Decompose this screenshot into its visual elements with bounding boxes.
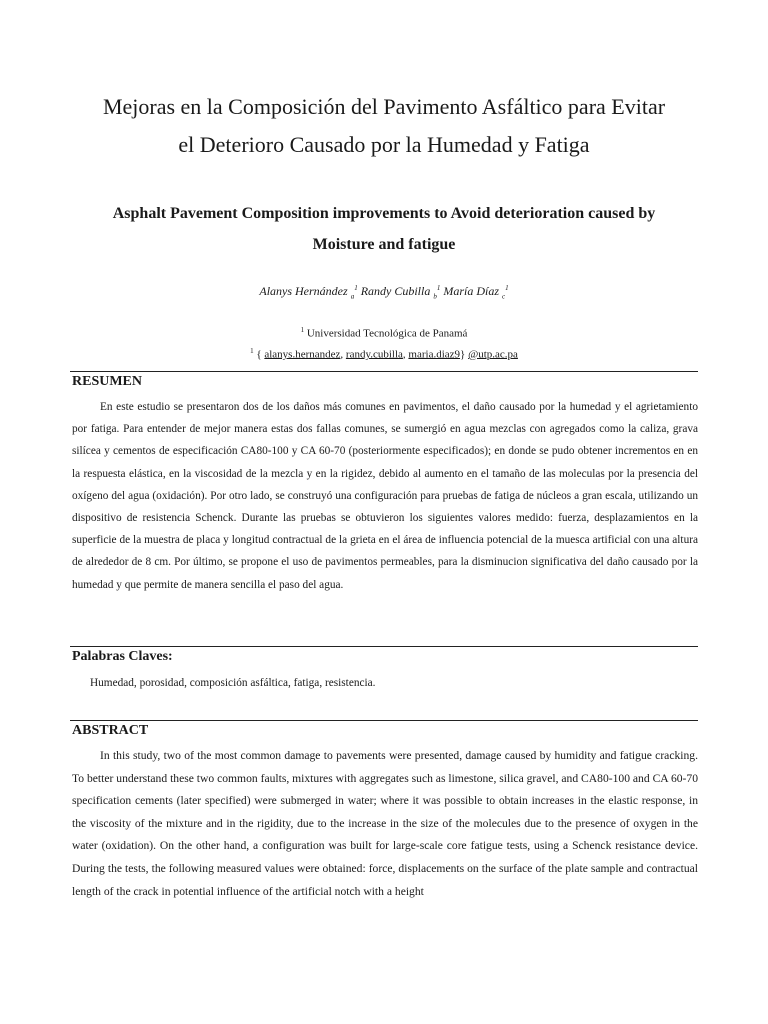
author-affiliation-marker: 1 [505,284,509,292]
email-brace-close: } [460,348,466,361]
resumen-heading: RESUMEN [72,374,143,389]
keywords-list: Humedad, porosidad, composición asfáltica, fatiga, resistencia. [90,677,376,689]
section-divider [70,720,698,721]
author-marker: a [350,292,355,301]
email-link-diaz[interactable]: maria.diaz9 [408,348,461,361]
email-domain-link[interactable]: @utp.ac.pa [468,348,518,361]
email-link-cubilla[interactable]: randy.cubilla [345,348,403,361]
author-affiliation-marker: 1 [436,284,441,292]
resumen-body: En este estudio se presentaron dos de los daños más comunes en pavimentos, el daño causado por la humedad y el agrietamiento por fatiga. Para entender de mejor manera estas dos fallas comunes, se sumergió en agua mezclas con agregados como la caliza, grava silícea y cementos de especificación CA80-100 y CA 60-70 (posteriormente especificados); en donde se pudo obtener incrementos en en la respuesta elástica, en la viscosidad de la mezcla y en la rigidez, debido al aumento en el tamaño de las moleculas por la presencia del oxígeno del agua (oxidación). Por otro lado, se construyó una configuración para pruebas de fatiga de núcleos a gran escala, utilizando un dispositivo de resistencia Schenck. Durante las pruebas se obtuvieron los siguientes valores medido: fuerza, desplazamientos en la superficie de la muestra de placa y longitud contractual de la grieta en el área de influencia potencial de la muesca artificial con una altura de alrededor de 8 cm. Por último, se propone el uso de pavimentos permeables, para la disminucion significativa del daño causado por la humedad y que permite de manera sencilla el paso del agua. [72,401,698,591]
abstract-body: In this study, two of the most common damage to pavements were presented, damage caused by humidity and fatigue cracking. To better understand these two common faults, mixtures with aggregates such as limestone, silica gravel, and CA80-100 and CA 60-70 specification cements (later specified) were submerged in water; where it was possible to obtain increases in the elastic response, in the viscosity of the mixture and in the rigidity, due to the increase in the size of the molecules due to the presence of oxygen in the water (oxidation). On the other hand, a configuration was built for large-scale core fatigue tests, using a Schenck resistance device. During the tests, the following measured values were obtained: force, displacements on the surface of the plate sample and contractual length of the crack in potential influence of the artificial notch with a height [72,749,698,898]
author-affiliation-marker: 1 [354,284,358,292]
title-es-line-1: Mejoras en la Composición del Pavimento Asfáltico para Evitar [102,94,666,119]
affiliation-block [0,322,768,363]
affiliation-marker: 1 [300,326,305,334]
author-name: María Díaz [443,284,500,298]
title-en-line-1: Asphalt Pavement Composition improvements to Avoid deterioration caused by [112,205,656,222]
email-link-hernandez[interactable]: alanys.hernandez [264,348,341,361]
author-name: Randy Cubilla [360,284,431,298]
affiliation-name: Universidad Tecnológica de Panamá [306,327,468,340]
affiliation-line [0,322,768,343]
paper-title-spanish [40,88,728,164]
author-name: Alanys Hernández [259,284,348,298]
author-marker: b [433,292,437,301]
abstract-heading: ABSTRACT [72,723,149,738]
email-brace-open: { [256,348,262,361]
author-list [0,284,768,300]
section-divider [70,371,698,372]
author-marker: c [502,292,506,301]
paper-title-english [40,198,728,260]
email-separator: , [402,348,406,361]
title-en-line-2: Moisture and fatigue [312,236,456,253]
section-divider [70,646,698,647]
email-line [0,343,768,364]
email-separator: , [340,348,344,361]
keywords-heading: Palabras Claves: [72,649,173,664]
title-es-line-2: el Deterioro Causado por la Humedad y Fatiga [178,132,590,157]
email-marker: 1 [250,346,254,355]
